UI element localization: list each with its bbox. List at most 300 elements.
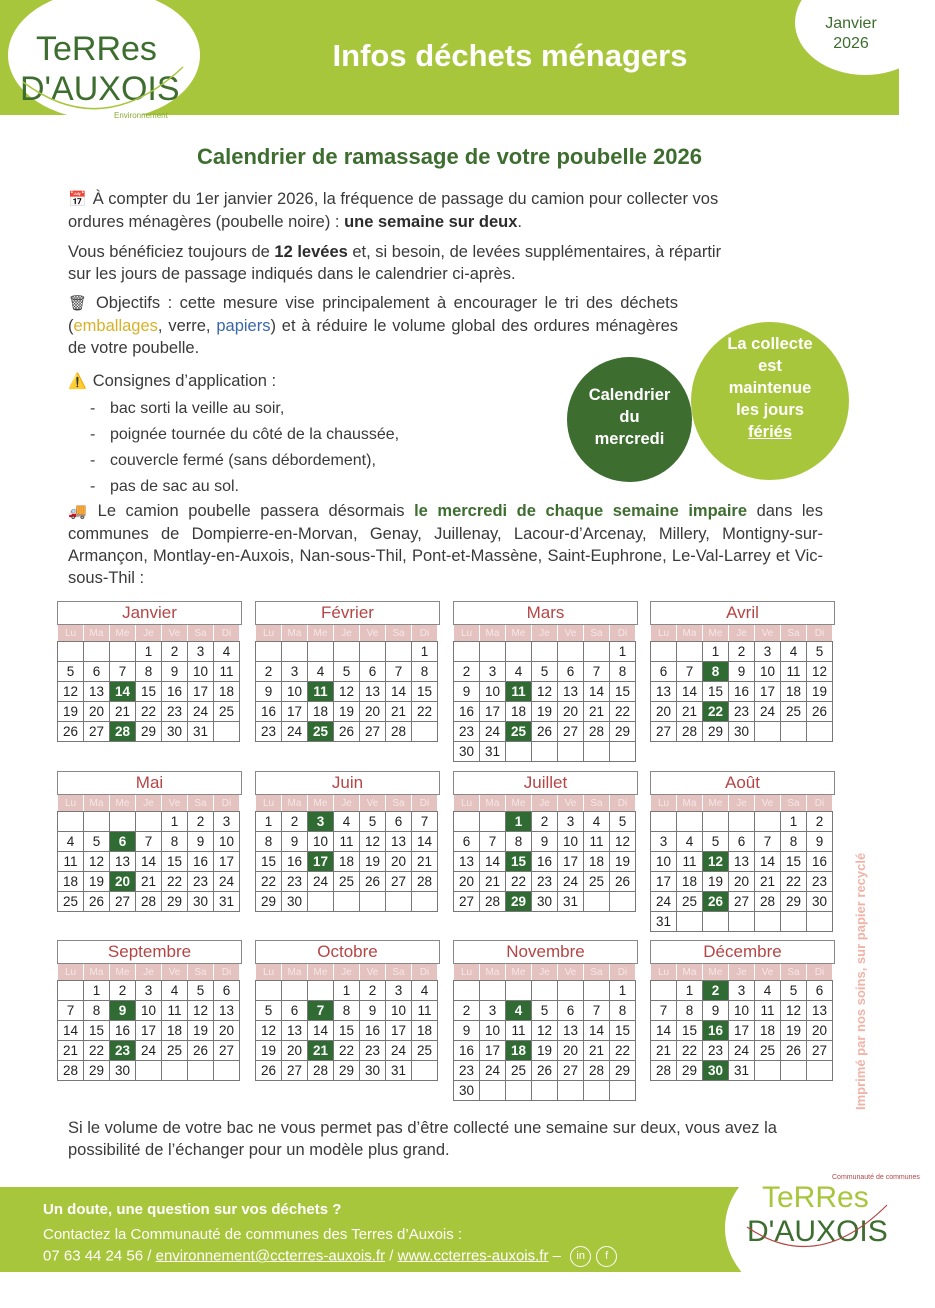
day-cell: 27 [213,1040,240,1061]
weekday-header: Lu [256,964,282,981]
day-cell: 24 [213,871,240,892]
empty-day-cell [385,641,412,662]
weekday-header: Ve [162,625,188,642]
weekday-header: Je [136,964,162,981]
trash-bin-icon: 🗑 [68,295,90,312]
empty-day-cell [411,891,438,912]
empty-day-cell [307,641,334,662]
day-cell: 11 [213,661,240,682]
day-cell: 7 [676,661,703,682]
day-cell: 17 [728,1020,755,1041]
day-cell: 25 [780,701,807,722]
day-cell: 13 [557,681,584,702]
day-cell: 21 [411,851,438,872]
weekday-header: Lu [58,625,84,642]
day-cell: 24 [728,1040,755,1061]
day-cell: 3 [557,811,584,832]
day-cell: 25 [583,871,610,892]
day-cell: 2 [109,980,136,1001]
day-cell: 27 [359,721,386,742]
day-cell: 10 [754,661,781,682]
day-cell: 5 [83,831,110,852]
svg-text:D'AUXOIS: D'AUXOIS [20,70,180,108]
month-title: Février [255,601,440,625]
day-cell: 29 [255,891,282,912]
empty-day-cell [161,1060,188,1081]
empty-day-cell [505,641,532,662]
month-calendar [57,940,242,1081]
day-cell: 17 [479,701,506,722]
month-days-grid [454,625,638,762]
empty-day-cell [213,721,240,742]
day-cell: 29 [609,721,636,742]
empty-day-cell [505,1080,532,1101]
day-cell: 30 [453,1080,480,1101]
day-cell: 18 [333,851,360,872]
list-item: - poignée tournée du côté de la chaussée, [90,426,400,443]
day-cell: 18 [676,871,703,892]
badge-line: mercredi [594,430,665,448]
day-cell: 13 [650,681,677,702]
weekday-header: Ve [558,625,584,642]
day-cell: 31 [385,1060,412,1081]
day-cell: 5 [359,811,386,832]
day-cell: 26 [531,721,558,742]
day-cell: 22 [135,701,162,722]
day-cell: 1 [161,811,188,832]
month-days-grid [651,964,835,1081]
day-cell: 20 [650,701,677,722]
day-cell: 20 [213,1020,240,1041]
weekday-header: Sa [584,964,610,981]
day-cell: 15 [83,1020,110,1041]
day-cell: 7 [583,661,610,682]
collection-day-cell: 17 [307,851,334,872]
day-cell: 6 [385,811,412,832]
day-cell: 20 [557,701,584,722]
weekday-header: Ma [480,625,506,642]
collection-day-cell: 11 [505,681,532,702]
month-calendar [255,771,440,912]
month-calendar [650,940,835,1081]
empty-day-cell [411,721,438,742]
day-cell: 11 [333,831,360,852]
day-cell: 2 [531,811,558,832]
day-cell: 24 [479,721,506,742]
footer-phone: 07 63 44 24 56 / [43,1247,156,1265]
weekday-header: Sa [188,625,214,642]
intro-paragraph-1: 📅 À compter du 1er janvier 2026, la fréquence de passage du camion pour collecter vos ordures ménagères (poubelle noire) : une semaine sur deux. [68,190,719,231]
weekday-header: Lu [58,964,84,981]
empty-day-cell [728,911,755,932]
day-cell: 18 [213,681,240,702]
day-cell: 23 [359,1040,386,1061]
day-cell: 28 [135,891,162,912]
day-cell: 25 [676,891,703,912]
month-calendar [650,601,835,742]
day-cell: 27 [557,1060,584,1081]
collection-day-cell: 23 [109,1040,136,1061]
day-cell: 5 [806,641,833,662]
weekday-header: Me [308,964,334,981]
empty-day-cell [650,980,677,1001]
month-days-grid [651,625,835,742]
month-title: Novembre [453,940,638,964]
weekday-header: Di [412,964,438,981]
weekday-header: Di [807,964,833,981]
day-cell: 5 [255,1000,282,1021]
day-cell: 13 [728,851,755,872]
day-cell: 12 [531,1020,558,1041]
day-cell: 8 [505,831,532,852]
collection-day-cell: 7 [307,1000,334,1021]
day-cell: 22 [780,871,807,892]
month-calendar [255,940,440,1081]
day-cell: 19 [57,701,84,722]
day-cell: 4 [213,641,240,662]
empty-day-cell [806,1060,833,1081]
empty-day-cell [557,980,584,1001]
empty-day-cell [650,811,677,832]
day-cell: 15 [780,851,807,872]
collection-day-cell: 25 [505,721,532,742]
empty-day-cell [780,721,807,742]
empty-day-cell [754,811,781,832]
weekday-header: Je [532,625,558,642]
day-cell: 26 [255,1060,282,1081]
collection-day-cell: 22 [702,701,729,722]
empty-day-cell [281,980,308,1001]
collection-day-cell: 8 [702,661,729,682]
empty-day-cell [505,741,532,762]
day-cell: 17 [385,1020,412,1041]
empty-day-cell [650,641,677,662]
weekday-header: Ma [282,964,308,981]
day-cell: 27 [385,871,412,892]
empty-day-cell [676,641,703,662]
day-cell: 19 [531,1040,558,1061]
weekday-header: Di [214,795,240,812]
day-cell: 2 [255,661,282,682]
day-cell: 11 [411,1000,438,1021]
facebook-icon[interactable]: f [596,1246,617,1267]
day-cell: 24 [650,891,677,912]
day-cell: 29 [676,1060,703,1081]
day-cell: 12 [531,681,558,702]
day-cell: 2 [806,811,833,832]
day-cell: 26 [57,721,84,742]
day-cell: 18 [161,1020,188,1041]
weekday-header: Me [703,964,729,981]
intro-paragraph-2: Vous bénéficiez toujours de 12 levées et, si besoin, de levées supplémentaires, à répartir sur les jours de passage indiqués dans le calendrier ci-après. [68,243,722,283]
day-cell: 9 [806,831,833,852]
day-cell: 9 [453,681,480,702]
day-cell: 26 [609,871,636,892]
month-title: Juin [255,771,440,795]
weekday-header: Je [334,964,360,981]
day-cell: 5 [780,980,807,1001]
day-cell: 12 [333,681,360,702]
empty-day-cell [676,911,703,932]
weekday-header: Ma [480,964,506,981]
day-cell: 6 [83,661,110,682]
day-cell: 31 [650,911,677,932]
day-cell: 16 [187,851,214,872]
consignes-list [90,396,399,500]
empty-day-cell [531,1080,558,1101]
weekday-header: Lu [651,964,677,981]
day-cell: 18 [307,701,334,722]
day-cell: 29 [135,721,162,742]
month-days-grid [256,625,440,742]
day-cell: 14 [583,681,610,702]
day-cell: 14 [754,851,781,872]
day-cell: 30 [187,891,214,912]
holiday-collection-badge [691,322,849,480]
badge-line: La collecte [727,335,813,353]
empty-day-cell [754,721,781,742]
weekday-header: Je [334,795,360,812]
day-cell: 16 [531,851,558,872]
day-cell: 19 [255,1040,282,1061]
day-cell: 17 [557,851,584,872]
day-cell: 14 [676,681,703,702]
day-cell: 15 [609,1020,636,1041]
day-cell: 1 [609,641,636,662]
day-cell: 11 [676,851,703,872]
day-cell: 2 [453,1000,480,1021]
day-cell: 2 [728,641,755,662]
weekday-header: Ma [677,625,703,642]
day-cell: 24 [385,1040,412,1061]
weekday-header: Ve [360,795,386,812]
day-cell: 9 [255,681,282,702]
day-cell: 21 [109,701,136,722]
empty-day-cell [806,911,833,932]
day-cell: 23 [728,701,755,722]
footer-contact: Contactez la Communauté de communes des Terres d’Auxois : [43,1226,463,1243]
day-cell: 23 [255,721,282,742]
badge-line: Calendrier [588,386,671,404]
footer-email-link[interactable]: environnement@ccterres-auxois.fr [155,1247,386,1265]
day-cell: 17 [187,681,214,702]
day-cell: 5 [57,661,84,682]
day-cell: 25 [411,1040,438,1061]
day-cell: 7 [135,831,162,852]
day-cell: 4 [676,831,703,852]
day-cell: 6 [453,831,480,852]
month-title: Août [650,771,835,795]
collection-day-cell: 25 [307,721,334,742]
day-cell: 11 [780,661,807,682]
day-cell: 24 [754,701,781,722]
day-cell: 27 [109,891,136,912]
day-cell: 6 [557,1000,584,1021]
weekday-header: Sa [781,964,807,981]
day-cell: 13 [109,851,136,872]
day-cell: 22 [83,1040,110,1061]
empty-day-cell [359,641,386,662]
day-cell: 8 [255,831,282,852]
weekday-header: Sa [584,795,610,812]
weekday-header: Me [110,964,136,981]
weekday-header: Je [729,795,755,812]
day-cell: 17 [213,851,240,872]
day-cell: 17 [479,1040,506,1061]
weekday-header: Ve [755,795,781,812]
day-cell: 24 [307,871,334,892]
day-cell: 4 [505,661,532,682]
empty-day-cell [780,1060,807,1081]
weekday-header: Ve [558,795,584,812]
day-cell: 20 [806,1020,833,1041]
day-cell: 2 [281,811,308,832]
day-cell: 19 [187,1020,214,1041]
svg-text:D'AUXOIS: D'AUXOIS [747,1215,888,1248]
day-cell: 20 [453,871,480,892]
day-cell: 22 [505,871,532,892]
day-cell: 12 [780,1000,807,1021]
day-cell: 9 [161,661,188,682]
empty-day-cell [557,641,584,662]
collection-day-cell: 30 [702,1060,729,1081]
month-title: Octobre [255,940,440,964]
day-cell: 6 [650,661,677,682]
weekday-header: Ve [755,964,781,981]
empty-day-cell [728,811,755,832]
day-cell: 10 [479,681,506,702]
day-cell: 5 [609,811,636,832]
weekday-header: Ve [360,625,386,642]
collection-day-cell: 20 [109,871,136,892]
weekday-header: Me [308,795,334,812]
empty-day-cell [557,741,584,762]
empty-day-cell [385,891,412,912]
empty-day-cell [307,980,334,1001]
empty-day-cell [281,641,308,662]
day-cell: 9 [702,1000,729,1021]
day-cell: 31 [213,891,240,912]
recycled-paper-note: Imprimé par nos soins, sur papier recyclé [853,852,868,1110]
weekday-header: Me [506,964,532,981]
day-cell: 12 [806,661,833,682]
empty-day-cell [479,980,506,1001]
day-cell: 14 [650,1020,677,1041]
weekday-header: Ma [282,795,308,812]
empty-day-cell [135,811,162,832]
day-cell: 23 [453,721,480,742]
weekday-header: Je [532,795,558,812]
day-cell: 23 [531,871,558,892]
consignes-title: ⚠️ Consignes d’application : [68,372,277,390]
day-cell: 19 [609,851,636,872]
day-cell: 3 [650,831,677,852]
empty-day-cell [702,811,729,832]
day-cell: 28 [754,891,781,912]
day-cell: 23 [702,1040,729,1061]
empty-day-cell [583,1080,610,1101]
month-calendar [255,601,440,742]
empty-day-cell [531,741,558,762]
day-cell: 13 [359,681,386,702]
day-cell: 5 [187,980,214,1001]
day-cell: 9 [728,661,755,682]
day-cell: 11 [161,1000,188,1021]
collection-day-cell: 2 [702,980,729,1001]
day-cell: 16 [281,851,308,872]
day-cell: 31 [557,891,584,912]
month-title: Mai [57,771,242,795]
day-cell: 22 [161,871,188,892]
day-cell: 18 [411,1020,438,1041]
svg-text:TeRRes: TeRRes [762,1181,869,1214]
weekday-header: Lu [454,964,480,981]
day-cell: 4 [161,980,188,1001]
collection-day-cell: 16 [702,1020,729,1041]
day-cell: 8 [333,1000,360,1021]
month-days-grid [58,625,242,742]
day-cell: 20 [83,701,110,722]
day-cell: 27 [728,891,755,912]
day-cell: 12 [359,831,386,852]
day-cell: 14 [307,1020,334,1041]
day-cell: 29 [780,891,807,912]
badge-line: les jours [736,401,804,419]
day-cell: 15 [255,851,282,872]
day-cell: 18 [57,871,84,892]
day-cell: 20 [557,1040,584,1061]
day-cell: 14 [57,1020,84,1041]
day-cell: 28 [650,1060,677,1081]
day-cell: 12 [255,1020,282,1041]
empty-day-cell [333,641,360,662]
day-cell: 21 [479,871,506,892]
footer-website-link[interactable]: www.ccterres-auxois.fr [397,1247,549,1265]
day-cell: 21 [650,1040,677,1061]
weekday-header: Ma [282,625,308,642]
weekday-header: Ma [84,795,110,812]
weekday-header: Sa [386,625,412,642]
weekday-header: Lu [651,625,677,642]
weekday-header: Sa [781,795,807,812]
day-cell: 30 [359,1060,386,1081]
day-cell: 30 [806,891,833,912]
day-cell: 25 [333,871,360,892]
day-cell: 25 [57,891,84,912]
month-days-grid [58,795,242,912]
day-cell: 3 [754,641,781,662]
day-cell: 24 [281,721,308,742]
day-cell: 13 [83,681,110,702]
day-cell: 30 [453,741,480,762]
day-cell: 8 [780,831,807,852]
linkedin-icon[interactable]: in [570,1246,591,1267]
day-cell: 13 [453,851,480,872]
collection-day-cell: 3 [307,811,334,832]
day-cell: 19 [531,701,558,722]
day-cell: 3 [281,661,308,682]
day-cell: 9 [187,831,214,852]
empty-day-cell [609,1080,636,1101]
weekday-header: Je [729,964,755,981]
weekday-header: Di [807,795,833,812]
day-cell: 25 [161,1040,188,1061]
month-calendar [57,771,242,912]
badge-line: est [758,357,782,375]
day-cell: 1 [411,641,438,662]
day-cell: 28 [676,721,703,742]
day-cell: 11 [57,851,84,872]
